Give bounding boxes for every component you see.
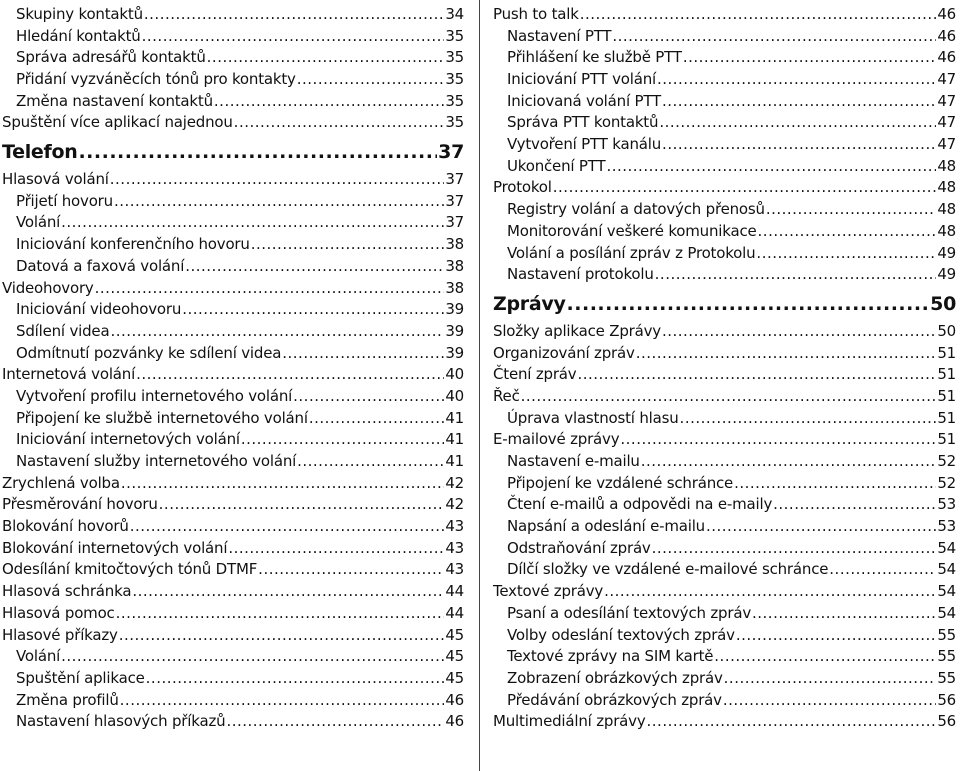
toc-entry-title: Psaní a odesílání textových zpráv [507, 603, 751, 622]
toc-entry-title: Nastavení PTT [507, 26, 612, 45]
toc-entry-title: Přihlášení ke službě PTT [507, 48, 682, 67]
toc-entry-page-number: 46 [937, 26, 956, 45]
dot-leader [734, 473, 936, 495]
toc-column-left [2, 4, 464, 733]
toc-entry-title: Volby odeslání textových zpráv [507, 625, 735, 644]
toc-entry-title: Textové zprávy na SIM kartě [507, 647, 714, 666]
dot-leader [521, 386, 937, 408]
dot-leader [116, 603, 445, 625]
toc-entry[interactable] [2, 191, 464, 213]
dot-leader [293, 386, 444, 408]
toc-entry-page-number: 51 [937, 386, 956, 405]
toc-entry-title: Hlasová volání [2, 170, 109, 189]
toc-entry-page-number: 50 [937, 321, 956, 340]
toc-entry-title: Přidání vyzváněcích tónů pro kontakty [16, 70, 296, 89]
toc-entry-title: Organizování zpráv [493, 343, 635, 362]
dot-leader [78, 138, 437, 167]
toc-entry-page-number: 54 [937, 560, 956, 579]
toc-entry-title: Nastavení služby internetového volání [16, 452, 297, 471]
dot-leader [142, 26, 445, 48]
toc-entry[interactable] [2, 343, 464, 365]
toc-entry[interactable] [2, 451, 464, 473]
toc-entry[interactable] [493, 560, 956, 582]
toc-entry-page-number: 48 [937, 200, 956, 219]
toc-entry-title: Iniciování videohovoru [16, 300, 182, 319]
toc-entry[interactable] [493, 451, 956, 473]
dot-leader [636, 343, 937, 365]
toc-entry-page-number: 44 [445, 582, 464, 601]
toc-entry[interactable] [493, 711, 956, 733]
toc-entry-page-number: 56 [937, 690, 956, 709]
toc-entry[interactable] [2, 516, 464, 538]
dot-leader [752, 603, 936, 625]
toc-entry-page-number: 47 [937, 135, 956, 154]
toc-entry[interactable] [2, 473, 464, 495]
toc-entry-title: Datová a faxová volání [16, 256, 185, 275]
dot-leader [226, 711, 444, 733]
toc-entry-title: Spuštění aplikace [16, 668, 145, 687]
toc-entry-title: Iniciovaná volání PTT [507, 91, 661, 110]
toc-entry-title: Ukončení PTT [507, 156, 606, 175]
dot-leader [207, 47, 445, 69]
toc-entry[interactable] [493, 47, 956, 69]
toc-entry-title: Iniciování internetových volání [16, 430, 240, 449]
toc-entry-title: Změna nastavení kontaktů [16, 91, 213, 110]
toc-entry-title: Vytvoření PTT kanálu [507, 135, 662, 154]
toc-entry[interactable] [493, 264, 956, 286]
dot-leader [723, 690, 936, 712]
toc-entry-page-number: 37 [438, 141, 464, 164]
dot-leader [61, 646, 444, 668]
dot-leader [228, 538, 444, 560]
dot-leader [758, 221, 937, 243]
toc-entry-title: Složky aplikace Zprávy [493, 321, 661, 340]
dot-leader [110, 321, 444, 343]
toc-entry-page-number: 40 [445, 365, 464, 384]
dot-leader [577, 364, 936, 386]
dot-leader [214, 91, 444, 113]
dot-leader [297, 69, 445, 91]
toc-entry[interactable] [493, 321, 956, 343]
toc-entry-title: Monitorování veškeré komunikace [507, 221, 757, 240]
toc-entry-page-number: 43 [445, 560, 464, 579]
dot-leader [756, 243, 936, 265]
toc-entry-title: Zprávy [493, 292, 566, 315]
toc-entry-title: Čtení e-mailů a odpovědi na e-maily [507, 495, 773, 514]
dot-leader [144, 4, 444, 26]
toc-entry-title: Odmítnutí pozvánky ke sdílení videa [16, 343, 282, 362]
dot-leader [580, 4, 937, 26]
toc-entry-title: Nastavení e-mailu [507, 452, 640, 471]
toc-entry[interactable] [2, 429, 464, 451]
toc-entry-page-number: 48 [937, 178, 956, 197]
toc-entry[interactable] [493, 516, 956, 538]
toc-entry-page-number: 39 [445, 343, 464, 362]
dot-leader [61, 212, 444, 234]
toc-entry[interactable] [493, 343, 956, 365]
toc-entry[interactable] [2, 494, 464, 516]
toc-entry-page-number: 35 [445, 48, 464, 67]
toc-entry-page-number: 42 [445, 495, 464, 514]
toc-entry[interactable] [493, 364, 956, 386]
toc-entry[interactable] [493, 408, 956, 430]
toc-entry-title: Sdílení videa [16, 321, 110, 340]
toc-entry-title: Odstraňování zpráv [507, 538, 651, 557]
toc-entry-page-number: 45 [445, 647, 464, 666]
toc-entry[interactable] [493, 4, 956, 26]
toc-entry-page-number: 54 [937, 582, 956, 601]
dot-leader [159, 494, 445, 516]
toc-entry[interactable] [2, 213, 464, 235]
toc-entry-page-number: 53 [937, 495, 956, 514]
toc-entry-title: Blokování internetových volání [2, 538, 228, 557]
dot-leader [185, 256, 444, 278]
toc-entry-page-number: 46 [937, 4, 956, 23]
dot-leader [121, 473, 444, 495]
toc-entry[interactable] [2, 603, 464, 625]
toc-entry[interactable] [2, 386, 464, 408]
toc-entry-page-number: 48 [937, 156, 956, 175]
toc-entry-page-number: 43 [445, 538, 464, 557]
toc-entry[interactable] [2, 646, 464, 668]
dot-leader [132, 581, 444, 603]
toc-chapter-entry[interactable] [2, 138, 464, 167]
toc-entry-page-number: 46 [445, 712, 464, 731]
toc-entry-page-number: 47 [937, 91, 956, 110]
dot-leader [662, 321, 936, 343]
toc-entry-page-number: 42 [445, 473, 464, 492]
toc-entry[interactable] [493, 199, 956, 221]
toc-entry-title: Vytvoření profilu internetového volání [16, 386, 293, 405]
toc-entry[interactable] [493, 668, 956, 690]
toc-entry[interactable] [2, 234, 464, 256]
toc-entry[interactable] [2, 299, 464, 321]
toc-entry-title: Řeč [493, 386, 520, 405]
toc-entry-page-number: 47 [937, 70, 956, 89]
toc-entry[interactable] [2, 668, 464, 690]
toc-entry[interactable] [493, 156, 956, 178]
toc-entry-page-number: 45 [445, 625, 464, 644]
toc-entry-title: Připojení ke vzdálené schránce [507, 473, 734, 492]
dot-leader [659, 112, 936, 134]
toc-entry-page-number: 40 [445, 386, 464, 405]
toc-entry[interactable] [2, 4, 464, 26]
toc-entry-title: Hlasová pomoc [2, 603, 115, 622]
toc-entry-title: Volání a posílání zpráv z Protokolu [507, 243, 756, 262]
dot-leader [309, 408, 445, 430]
toc-entry-page-number: 35 [445, 91, 464, 110]
toc-entry-page-number: 41 [445, 408, 464, 427]
toc-entry-title: Textové zprávy [493, 582, 604, 601]
toc-entry-page-number: 54 [937, 603, 956, 622]
toc-entry-page-number: 49 [937, 265, 956, 284]
toc-entry-title: Odesílání kmitočtových tónů DTMF [2, 560, 258, 579]
toc-entry-page-number: 51 [937, 408, 956, 427]
toc-entry-title: Přijetí hovoru [16, 191, 113, 210]
toc-entry[interactable] [2, 26, 464, 48]
toc-entry-title: Správa adresářů kontaktů [16, 48, 206, 67]
toc-entry[interactable] [493, 112, 956, 134]
toc-entry[interactable] [493, 603, 956, 625]
toc-entry-page-number: 38 [445, 256, 464, 275]
toc-entry[interactable] [493, 646, 956, 668]
toc-entry-title: Zobrazení obrázkových zpráv [507, 668, 723, 687]
toc-entry-page-number: 55 [937, 668, 956, 687]
toc-entry-title: Zrychlená volba [2, 473, 120, 492]
toc-entry[interactable] [2, 69, 464, 91]
toc-entry[interactable] [493, 221, 956, 243]
toc-entry[interactable] [493, 690, 956, 712]
toc-entry-page-number: 41 [445, 430, 464, 449]
toc-entry-title: E-mailové zprávy [493, 430, 620, 449]
toc-entry[interactable] [2, 112, 464, 134]
toc-entry-title: Skupiny kontaktů [16, 4, 143, 23]
toc-entry-page-number: 35 [445, 26, 464, 45]
toc-entry[interactable] [493, 26, 956, 48]
toc-entry[interactable] [2, 169, 464, 191]
dot-leader [652, 538, 937, 560]
toc-entry-page-number: 35 [445, 113, 464, 132]
dot-leader [567, 290, 930, 319]
toc-entry-title: Přesměrování hovoru [2, 495, 158, 514]
toc-entry-page-number: 53 [937, 517, 956, 536]
dot-leader [182, 299, 444, 321]
toc-entry-page-number: 55 [937, 625, 956, 644]
dot-leader [297, 451, 444, 473]
dot-leader [680, 408, 937, 430]
toc-entry[interactable] [2, 47, 464, 69]
dot-leader [662, 134, 936, 156]
toc-entry-title: Protokol [493, 178, 552, 197]
toc-entry[interactable] [2, 625, 464, 647]
dot-leader [736, 625, 936, 647]
toc-entry-page-number: 38 [445, 278, 464, 297]
toc-entry-page-number: 35 [445, 70, 464, 89]
toc-entry-page-number: 46 [937, 48, 956, 67]
toc-entry-page-number: 56 [937, 712, 956, 731]
dot-leader [612, 26, 936, 48]
toc-entry-title: Předávání obrázkových zpráv [507, 690, 722, 709]
dot-leader [829, 559, 936, 581]
toc-entry-page-number: 51 [937, 343, 956, 362]
toc-entry[interactable] [493, 473, 956, 495]
toc-entry-page-number: 37 [445, 191, 464, 210]
toc-chapter-entry[interactable] [493, 290, 956, 319]
toc-entry-page-number: 50 [930, 292, 956, 315]
dot-leader [706, 516, 936, 538]
toc-entry-page-number: 34 [445, 4, 464, 23]
dot-leader [251, 234, 445, 256]
dot-leader [657, 69, 936, 91]
dot-leader [714, 646, 936, 668]
toc-entry[interactable] [493, 494, 956, 516]
toc-entry-page-number: 52 [937, 473, 956, 492]
toc-entry-page-number: 45 [445, 668, 464, 687]
toc-entry[interactable] [2, 278, 464, 300]
toc-entry-title: Spuštění více aplikací najednou [2, 113, 233, 132]
toc-entry-title: Iniciování PTT volání [507, 70, 656, 89]
toc-entry-page-number: 41 [445, 452, 464, 471]
toc-entry-page-number: 51 [937, 430, 956, 449]
dot-leader [95, 278, 445, 300]
toc-entry-title: Hlasová schránka [2, 582, 132, 601]
toc-entry-title: Push to talk [493, 4, 579, 23]
toc-entry[interactable] [2, 581, 464, 603]
toc-entry-page-number: 49 [937, 243, 956, 262]
toc-entry[interactable] [493, 538, 956, 560]
toc-entry-title: Blokování hovorů [2, 517, 129, 536]
toc-entry-title: Volání [16, 647, 61, 666]
toc-entry-title: Hledání kontaktů [16, 26, 141, 45]
toc-entry-title: Videohovory [2, 278, 94, 297]
dot-leader [647, 711, 937, 733]
toc-entry-page-number: 39 [445, 321, 464, 340]
dot-leader [553, 177, 937, 199]
toc-entry[interactable] [493, 625, 956, 647]
toc-entry-title: Úprava vlastností hlasu [507, 408, 679, 427]
toc-entry-title: Správa PTT kontaktů [507, 113, 659, 132]
toc-entry-title: Napsání a odeslání e-mailu [507, 517, 705, 536]
dot-leader [641, 451, 937, 473]
toc-entry-page-number: 47 [937, 113, 956, 132]
column-divider [479, 0, 480, 771]
dot-leader [120, 690, 445, 712]
toc-entry[interactable] [2, 690, 464, 712]
toc-entry-page-number: 37 [445, 170, 464, 189]
toc-entry[interactable] [2, 711, 464, 733]
dot-leader [136, 364, 444, 386]
toc-entry-page-number: 51 [937, 365, 956, 384]
toc-entry[interactable] [2, 256, 464, 278]
toc-entry-title: Internetová volání [2, 365, 136, 384]
toc-entry[interactable] [493, 243, 956, 265]
toc-entry[interactable] [2, 408, 464, 430]
toc-entry[interactable] [493, 429, 956, 451]
toc-entry-title: Telefon [2, 141, 78, 164]
dot-leader [234, 112, 445, 134]
toc-entry[interactable] [493, 581, 956, 603]
dot-leader [766, 199, 936, 221]
toc-entry-page-number: 52 [937, 452, 956, 471]
toc-entry[interactable] [493, 134, 956, 156]
toc-entry-title: Volání [16, 213, 61, 232]
toc-entry-page-number: 44 [445, 603, 464, 622]
dot-leader [773, 494, 936, 516]
dot-leader [662, 91, 936, 113]
dot-leader [724, 668, 937, 690]
toc-entry-title: Multimediální zprávy [493, 712, 646, 731]
toc-entry[interactable] [2, 560, 464, 582]
toc-entry-page-number: 54 [937, 538, 956, 557]
toc-entry-title: Hlasové příkazy [2, 625, 118, 644]
dot-leader [114, 191, 444, 213]
dot-leader [110, 169, 445, 191]
toc-entry-title: Čtení zpráv [493, 365, 577, 384]
dot-leader [146, 668, 445, 690]
dot-leader [258, 559, 444, 581]
toc-entry-title: Nastavení protokolu [507, 265, 654, 284]
toc-entry-page-number: 48 [937, 221, 956, 240]
toc-entry-page-number: 43 [445, 517, 464, 536]
dot-leader [241, 429, 444, 451]
toc-entry-title: Nastavení hlasových příkazů [16, 712, 226, 731]
toc-entry-title: Registry volání a datových přenosů [507, 200, 765, 219]
toc-entry-page-number: 46 [445, 690, 464, 709]
dot-leader [620, 429, 936, 451]
toc-entry-title: Připojení ke službě internetového volání [16, 408, 308, 427]
dot-leader [606, 156, 936, 178]
toc-entry[interactable] [493, 178, 956, 200]
dot-leader [119, 625, 445, 647]
toc-entry[interactable] [493, 386, 956, 408]
toc-entry[interactable] [2, 91, 464, 113]
toc-entry-page-number: 37 [445, 213, 464, 232]
dot-leader [130, 516, 445, 538]
toc-entry-page-number: 39 [445, 300, 464, 319]
toc-entry[interactable] [2, 321, 464, 343]
toc-entry[interactable] [2, 364, 464, 386]
dot-leader [282, 343, 444, 365]
toc-entry-title: Dílčí složky ve vzdálené e-mailové schránce [507, 560, 829, 579]
toc-entry-title: Iniciování konferenčního hovoru [16, 235, 250, 254]
toc-entry[interactable] [2, 538, 464, 560]
toc-entry-page-number: 55 [937, 647, 956, 666]
toc-entry-page-number: 38 [445, 235, 464, 254]
dot-leader [655, 264, 937, 286]
toc-entry[interactable] [493, 91, 956, 113]
dot-leader [604, 581, 936, 603]
toc-entry[interactable] [493, 69, 956, 91]
toc-entry-title: Změna profilů [16, 690, 119, 709]
toc-column-right [493, 4, 956, 733]
dot-leader [683, 47, 937, 69]
